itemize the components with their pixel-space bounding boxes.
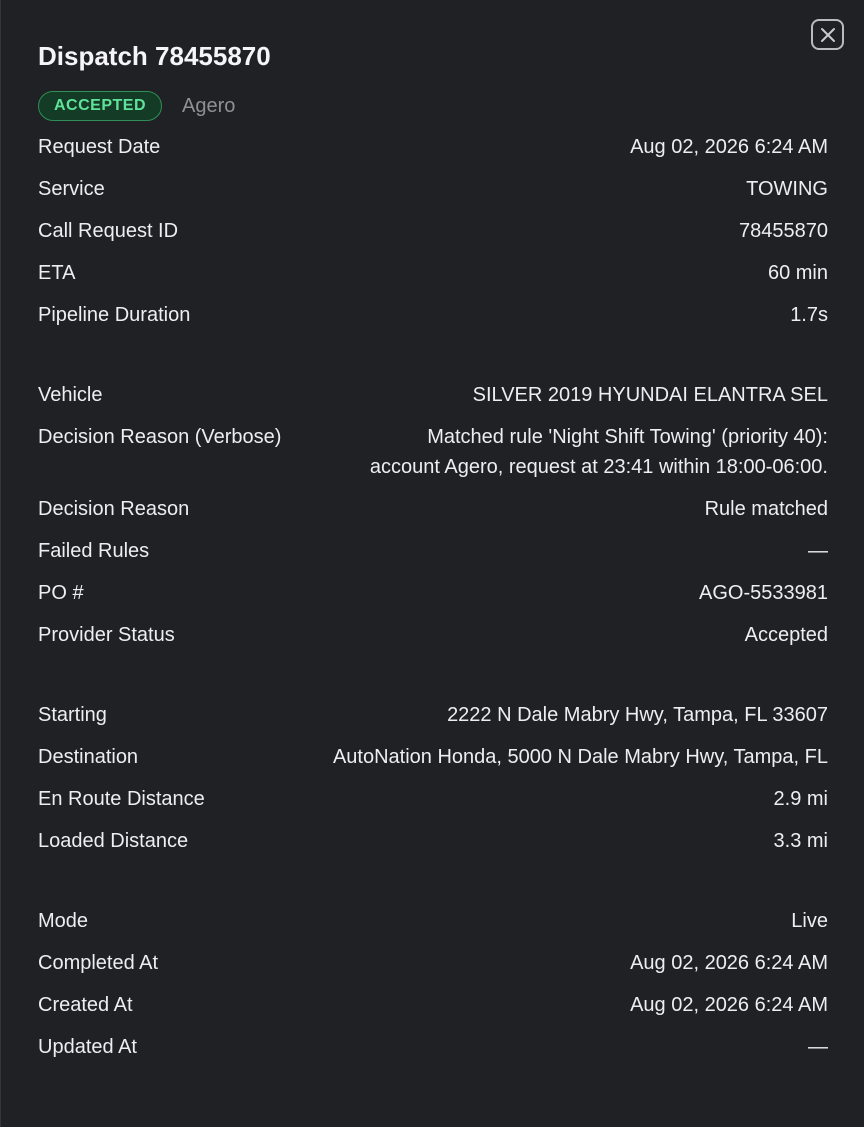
detail-row: [38, 942, 828, 984]
row-label: Destination: [38, 746, 139, 768]
row-label: Loaded Distance: [38, 830, 189, 852]
row-label: Vehicle: [38, 384, 103, 406]
row-value: Aug 02, 2026 6:24 AM: [630, 136, 828, 158]
detail-row: [38, 294, 828, 336]
close-icon: [819, 26, 837, 44]
detail-row: [38, 210, 828, 252]
detail-row: [38, 694, 828, 736]
row-value: Accepted: [744, 624, 828, 646]
row-label: Mode: [38, 910, 89, 932]
row-value: Aug 02, 2026 6:24 AM: [630, 994, 828, 1016]
row-label: Completed At: [38, 952, 159, 974]
row-label: Updated At: [38, 1036, 137, 1058]
row-value: —: [808, 1036, 828, 1058]
detail-row: [38, 614, 828, 656]
row-value: 2222 N Dale Mabry Hwy, Tampa, FL 33607: [447, 704, 828, 726]
row-label: Starting: [38, 704, 107, 726]
status-row: [38, 90, 235, 122]
row-value: SILVER 2019 HYUNDAI ELANTRA SEL: [472, 384, 828, 406]
row-value: —: [808, 540, 828, 562]
row-value: AutoNation Honda, 5000 N Dale Mabry Hwy, Tampa, FL: [332, 746, 828, 768]
row-value: Live: [791, 910, 828, 932]
section-route: [38, 694, 828, 862]
detail-row: [38, 488, 828, 530]
row-label: PO #: [38, 582, 84, 604]
row-label: Provider Status: [38, 624, 175, 646]
row-label: Pipeline Duration: [38, 304, 191, 326]
row-label: ETA: [38, 262, 76, 284]
detail-row: [38, 778, 828, 820]
row-label: En Route Distance: [38, 788, 205, 810]
page-title: Dispatch 78455870: [38, 41, 271, 71]
detail-row: [38, 984, 828, 1026]
detail-row: [38, 252, 828, 294]
detail-sections: [38, 126, 828, 1106]
row-value: 78455870: [739, 220, 828, 242]
detail-row: [38, 736, 828, 778]
row-label: Service: [38, 178, 105, 200]
detail-row: [38, 900, 828, 942]
row-label: Request Date: [38, 136, 161, 158]
row-label: Decision Reason (Verbose): [38, 426, 282, 448]
row-value: Matched rule 'Night Shift Towing' (priority 40): account Agero, request at 23:41 within 18:00-06:00.: [369, 426, 828, 478]
row-label: Decision Reason: [38, 498, 190, 520]
row-value: 2.9 mi: [773, 788, 828, 810]
row-value: AGO-5533981: [699, 582, 828, 604]
row-label: Failed Rules: [38, 540, 150, 562]
detail-row: [38, 416, 828, 488]
section-decision: [38, 374, 828, 656]
row-value: 60 min: [767, 262, 828, 284]
detail-row: [38, 374, 828, 416]
section-request: [38, 126, 828, 336]
detail-row: [38, 572, 828, 614]
row-label: Call Request ID: [38, 220, 179, 242]
detail-row: [38, 1026, 828, 1068]
detail-row: [38, 530, 828, 572]
detail-row: [38, 168, 828, 210]
close-button[interactable]: [811, 19, 844, 50]
row-value: 3.3 mi: [773, 830, 828, 852]
row-value: 1.7s: [790, 304, 828, 326]
account-name: Agero: [182, 94, 236, 117]
status-badge: ACCEPTED: [38, 91, 162, 121]
row-value: Aug 02, 2026 6:24 AM: [630, 952, 828, 974]
row-value: TOWING: [746, 178, 828, 200]
detail-row: [38, 126, 828, 168]
detail-row: [38, 820, 828, 862]
row-value: Rule matched: [704, 498, 828, 520]
row-label: Created At: [38, 994, 133, 1016]
section-meta: [38, 900, 828, 1068]
